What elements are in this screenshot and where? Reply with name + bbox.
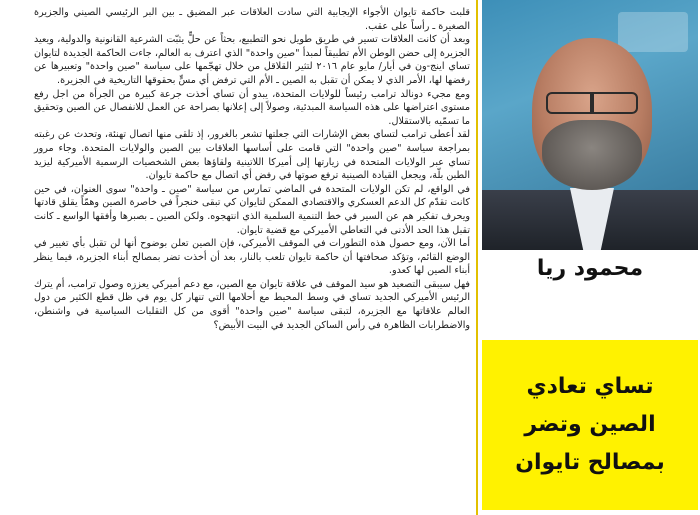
article-paragraph: لقد أعطى ترامب لتساي بعض الإشارات التي جعلتها تشعر بالغرور، إذ تلقى منها اتصال تهنئة، وتحدث عن رغبته بمراجعة سياسة "صين واحدة" التي قامت على أساسها العلاقات بين الصين والولايات المتحدة. وجاء مرور تساي عبر الولايات المتحدة في زيارتها إلى أميركا اللاتينية ولقاؤها بعض الشخصيات الرسمية الأميركية ليزيد الطين بلّة، ويجعل القيادة الصينية ترفع صوتها في رفض أي اتصال مع حاكمة تايوان. (34, 129, 470, 182)
headline-box (482, 340, 698, 510)
headline-line: الصين وتضر (524, 412, 656, 437)
author-photo (482, 0, 698, 250)
article-paragraph: ومع مجيء دونالد ترامب رئيساً للولايات المتحدة، يبدو أن تساي أخذت جرعة كبيرة من الجرأة من اجل رفع مستوى اعتراضها على هذه السياسة المبدئية، وصولاً إلى إعلانها بصراحة عن العمل للانفصال عن الصين وتحقيق ما تسمّيه بالاستقلال. (34, 88, 470, 127)
article-body (28, 0, 474, 515)
author-name: محمود ريا (536, 256, 644, 281)
sidebar (478, 0, 700, 515)
headline-line: تساي تعادي (526, 374, 654, 399)
article-paragraph: وبعد أن كانت العلاقات تسير في طريق طويل نحو التطبيع، بحثاً عن حلٍّ يثبّت الشرعية القانونية والدولية، ويعيد الجزيرة إلى حضن الوطن الأم تطبيقاً لمبدأ "صين واحدة" الذي اعترف به العالم، جاءت الحاكمة الجديدة لتايوان تساي اينج-ون في أيار/ مايو عام ٢٠١٦ لتثير القلاقل من خلال تهجّمها على سياسة "صين واحدة" وتعبيرها عن رفضها لها، الأمر الذي لا يمكن أن تقبل به الصين ـ الأم التي ترفض أي مسٍّ بحقوقها التاريخية في الجزيرة. (34, 34, 470, 86)
article-paragraph: فهل سيبقى التصعيد هو سيد الموقف في علاقة تايوان مع الصين، مع دعم أميركي يعززه وصول ترامب، أم يترك الرئيس الأميركي الجديد تساي في وسط المحيط مع أحلامها التي تنهار كل يوم في ظل قطع الكثير من دول العالم علاقاتها مع الجزيرة، لتبقى سياسة "صين واحدة" أقوى من كل التقلبات السياسية في واشنطن، والاضطرابات الظاهرة في رأس الساكن الجديد في البيت الأبيض؟ (34, 278, 470, 331)
article-paragraph: أما الآن، ومع حصول هذه التطورات في الموقف الأميركي، فإن الصين تعلن بوضوح أنها لن تقبل بأي تغيير في الوضع القائم، وتؤكد صحافتها أن حاكمة تايوان تلعب بالنار، بعد أن أخذت تضر بمصالح أبناء الجزيرة، فيما ينظر أبناء الصين لها كعدو. (34, 238, 470, 277)
article-paragraph: قلبت حاكمة تايوان الأجواء الإيجابية التي سادت العلاقات عبر المضيق ـ بين البر الرئيسي الصيني والجزيرة الصغيرة ـ رأساً على عقب. (34, 7, 470, 32)
headline-line: بمصالح تايوان (515, 450, 665, 475)
article-paragraph: في الواقع، لم تكن الولايات المتحدة في الماضي تمارس من سياسة "صين ـ واحدة" سوى العنوان، في حين كانت تقدّم كل الدعم العسكري والاقتصادي الممكن لتايوان كي تبقى خنجراً في خاصرة الصين وهمّاً يقلق قادتها ويحرف تفكير هم عن السير في خط التنمية السلمية الذي انتهجوه. ولكن الصين ـ بصبرها وأفقها الواسع ـ كانت تقبل هذا الحد الأدنى في التعاطي الأميركي مع قضية تايوان. (34, 183, 470, 236)
